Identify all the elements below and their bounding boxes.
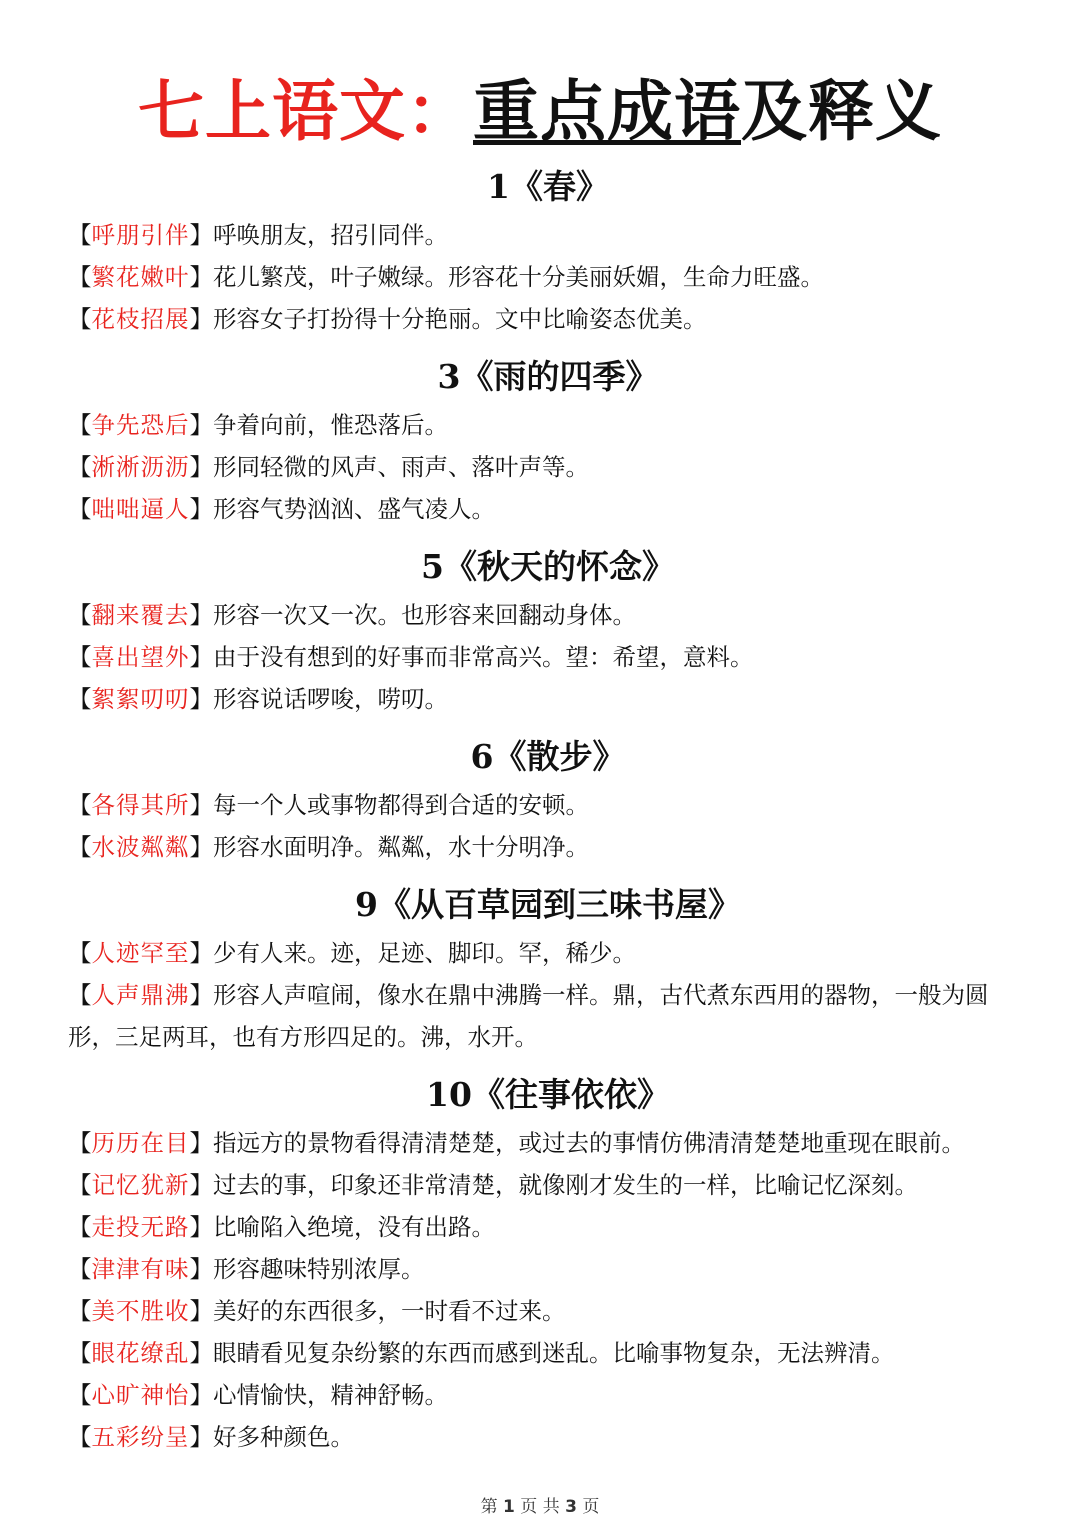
idiom-definition: 眼睛看见复杂纷繁的东西而感到迷乱。比喻事物复杂，无法辨清。 — [213, 1339, 895, 1367]
section-5 — [68, 544, 1028, 720]
idiom-definition: 形容女子打扮得十分艳丽。文中比喻姿态优美。 — [213, 305, 707, 333]
idiom-definition: 由于没有想到的好事而非常高兴。望：希望，意料。 — [213, 643, 754, 671]
idiom-entry: 【记忆犹新】过去的事，印象还非常清楚，就像刚才发生的一样，比喻记忆深刻。 — [68, 1171, 918, 1199]
section-1 — [68, 164, 1028, 340]
section-9 — [68, 882, 1028, 1058]
idiom-term: 五彩纷呈 — [91, 1423, 190, 1451]
idiom-term: 人声鼎沸 — [91, 981, 190, 1009]
current-page: 1 — [503, 1497, 515, 1517]
page-title — [0, 66, 1080, 156]
section-6 — [68, 734, 1028, 868]
idiom-entry: 【走投无路】比喻陷入绝境，没有出路。 — [68, 1213, 495, 1241]
section-heading: 9《从百草园到三味书屋》 — [355, 885, 741, 924]
page-mid: 页 共 — [520, 1497, 560, 1517]
idiom-entry: 【五彩纷呈】好多种颜色。 — [68, 1423, 354, 1451]
page-prefix: 第 — [480, 1497, 498, 1517]
section-3 — [68, 354, 1028, 530]
idiom-term: 记忆犹新 — [91, 1171, 190, 1199]
idiom-entry: 【美不胜收】美好的东西很多，一时看不过来。 — [68, 1297, 566, 1325]
idiom-term: 喜出望外 — [91, 643, 190, 671]
idiom-term: 花枝招展 — [91, 305, 190, 333]
idiom-term: 心旷神怡 — [91, 1381, 190, 1409]
idiom-definition: 花儿繁茂，叶子嫩绿。形容花十分美丽妖媚，生命力旺盛。 — [213, 263, 824, 291]
idiom-entry: 【繁花嫩叶】花儿繁茂，叶子嫩绿。形容花十分美丽妖媚，生命力旺盛。 — [68, 263, 824, 291]
idiom-entry: 【咄咄逼人】形容气势汹汹、盛气凌人。 — [68, 495, 495, 523]
section-10 — [68, 1072, 1028, 1458]
idiom-entry: 【历历在目】指远方的景物看得清清楚楚，或过去的事情仿佛清清楚楚地重现在眼前。 — [68, 1129, 965, 1157]
idiom-entry: 【津津有味】形容趣味特别浓厚。 — [68, 1255, 425, 1283]
idiom-term: 水波粼粼 — [91, 833, 190, 861]
idiom-entry: 【翻来覆去】形容一次又一次。也形容来回翻动身体。 — [68, 601, 636, 629]
idiom-definition: 形容说话啰唆，唠叨。 — [213, 685, 448, 713]
idiom-term: 絮絮叨叨 — [91, 685, 190, 713]
idiom-entry: 【心旷神怡】心情愉快，精神舒畅。 — [68, 1381, 448, 1409]
page-suffix: 页 — [582, 1497, 600, 1517]
idiom-entry: 【眼花缭乱】眼睛看见复杂纷繁的东西而感到迷乱。比喻事物复杂，无法辨清。 — [68, 1339, 895, 1367]
idiom-entry: 【水波粼粼】形容水面明净。粼粼，水十分明净。 — [68, 833, 589, 861]
idiom-entry: 【各得其所】每一个人或事物都得到合适的安顿。 — [68, 791, 589, 819]
idiom-definition: 指远方的景物看得清清楚楚，或过去的事情仿佛清清楚楚地重现在眼前。 — [213, 1129, 965, 1157]
idiom-entry: 【呼朋引伴】呼唤朋友，招引同伴。 — [68, 221, 448, 249]
section-heading: 6《散步》 — [470, 737, 626, 776]
idiom-entry: 【人声鼎沸】形容人声喧闹，像水在鼎中沸腾一样。鼎，古代煮东西用的器物，一般为圆形，三足两耳，也有方形四足的。沸，水开。 — [68, 981, 989, 1051]
idiom-entry: 【絮絮叨叨】形容说话啰唆，唠叨。 — [68, 685, 448, 713]
section-heading: 1《春》 — [487, 167, 609, 206]
idiom-definition: 每一个人或事物都得到合适的安顿。 — [213, 791, 589, 819]
idiom-definition: 心情愉快，精神舒畅。 — [213, 1381, 448, 1409]
section-heading: 10《往事依依》 — [426, 1075, 670, 1114]
idiom-entry: 【争先恐后】争着向前，惟恐落后。 — [68, 411, 448, 439]
idiom-definition: 美好的东西很多，一时看不过来。 — [213, 1297, 566, 1325]
title-suffix: 及释义 — [741, 72, 942, 150]
idiom-term: 眼花缭乱 — [91, 1339, 190, 1367]
title-underlined: 重点成语 — [473, 72, 741, 150]
idiom-definition: 少有人来。迹，足迹、脚印。罕，稀少。 — [213, 939, 636, 967]
idiom-definition: 形容一次又一次。也形容来回翻动身体。 — [213, 601, 636, 629]
page-number — [0, 1492, 1080, 1517]
section-heading: 5《秋天的怀念》 — [421, 547, 675, 586]
idiom-definition: 好多种颜色。 — [213, 1423, 354, 1451]
idiom-definition: 形容人声喧闹，像水在鼎中沸腾一样。鼎，古代煮东西用的器物，一般为圆形，三足两耳，也有方形四足的。沸，水开。 — [68, 981, 989, 1051]
idiom-definition: 过去的事，印象还非常清楚，就像刚才发生的一样，比喻记忆深刻。 — [213, 1171, 918, 1199]
idiom-definition: 形容趣味特别浓厚。 — [213, 1255, 425, 1283]
idiom-definition: 争着向前，惟恐落后。 — [213, 411, 448, 439]
idiom-term: 争先恐后 — [91, 411, 190, 439]
idiom-term: 繁花嫩叶 — [91, 263, 190, 291]
title-prefix: 七上语文： — [138, 72, 473, 150]
idiom-definition: 形容气势汹汹、盛气凌人。 — [213, 495, 495, 523]
total-pages: 3 — [565, 1497, 577, 1517]
idiom-term: 咄咄逼人 — [91, 495, 190, 523]
idiom-entry: 【喜出望外】由于没有想到的好事而非常高兴。望：希望，意料。 — [68, 643, 754, 671]
idiom-definition: 比喻陷入绝境，没有出路。 — [213, 1213, 495, 1241]
idiom-entry: 【花枝招展】形容女子打扮得十分艳丽。文中比喻姿态优美。 — [68, 305, 707, 333]
idiom-definition: 形同轻微的风声、雨声、落叶声等。 — [213, 453, 589, 481]
idiom-term: 呼朋引伴 — [91, 221, 190, 249]
idiom-term: 人迹罕至 — [91, 939, 190, 967]
idiom-list — [68, 164, 1028, 1472]
idiom-definition: 形容水面明净。粼粼，水十分明净。 — [213, 833, 589, 861]
idiom-term: 淅淅沥沥 — [91, 453, 190, 481]
idiom-term: 翻来覆去 — [91, 601, 190, 629]
idiom-entry: 【淅淅沥沥】形同轻微的风声、雨声、落叶声等。 — [68, 453, 589, 481]
idiom-entry: 【人迹罕至】少有人来。迹，足迹、脚印。罕，稀少。 — [68, 939, 636, 967]
idiom-term: 历历在目 — [91, 1129, 190, 1157]
idiom-definition: 呼唤朋友，招引同伴。 — [213, 221, 448, 249]
idiom-term: 走投无路 — [91, 1213, 190, 1241]
idiom-term: 各得其所 — [91, 791, 190, 819]
idiom-term: 美不胜收 — [91, 1297, 190, 1325]
idiom-term: 津津有味 — [91, 1255, 190, 1283]
section-heading: 3《雨的四季》 — [437, 357, 659, 396]
